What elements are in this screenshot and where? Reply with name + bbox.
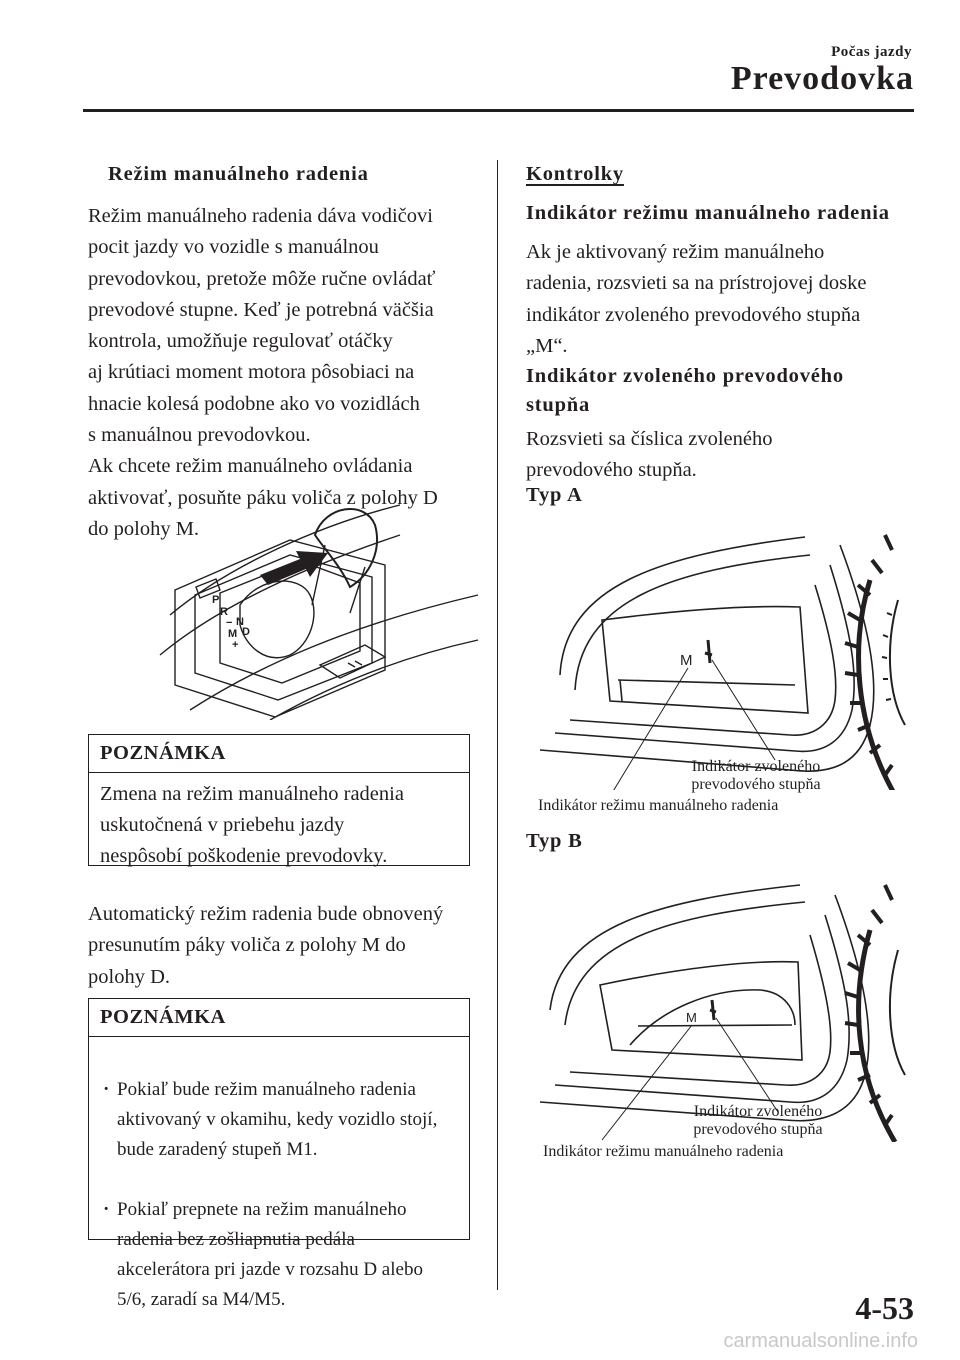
note-bullet: · Pokiaľ prepnete na režim manuálneho radenia bez zošliapnutia pedála akcelerátora pri jazde v rozsahu D alebo 5/6, zaradí sa M4/M5. [99, 1195, 459, 1315]
manual-indicator-subheading: Indikátor režimu manuálneho radenia [526, 202, 890, 224]
type-a-gear-label: Indikátor zvoleného prevodového stupňa [691, 758, 821, 793]
manual-mode-paragraph: Režim manuálneho radenia dáva vodičovi pocit jazdy vo vozidle s manuálnou prevodovkou, pretože môže ručne ovládať prevodové stupne. Keď je potrebná väčšia kontrola, umožňuje regulovať otáčky aj krútiaci moment motora pôsobiaci na hnacie kolesá podobne ako vo vozidlách s manuálnou prevodovkou. Ak chcete režim manuálneho ovládania aktivovať, posuňte páku voliča z polohy D do polohy M. [88, 205, 438, 540]
section-label: Počas jazdy [831, 44, 912, 60]
shifter-minus-label: − [226, 617, 233, 629]
type-b-label: Typ B [526, 830, 583, 852]
manual-indicator-paragraph: Ak je aktivovaný režim manuálneho radenia, rozsvieti sa na prístrojovej doske indikátor zvoleného prevodového stupňa „M“. [526, 241, 867, 357]
note-body [89, 1037, 469, 1355]
auto-mode-paragraph: Automatický režim radenia bude obnovený presunutím páky voliča z polohy M do polohy D. [88, 903, 444, 988]
type-a-label: Typ A [526, 484, 583, 506]
gear-indicator-paragraph: Rozsvieti sa číslica zvoleného prevodového stupňa. [526, 428, 773, 482]
shifter-plus-label: + [232, 639, 239, 651]
manual-mode-heading: Režim manuálneho radenia [108, 163, 369, 185]
watermark: carmanualsonline.info [723, 1330, 918, 1352]
note-box-2 [88, 998, 470, 1310]
page-number: 4-53 [855, 1290, 914, 1326]
type-a-mode-label: Indikátor režimu manuálneho radenia [538, 797, 779, 814]
note-bullet: · Pokiaľ bude režim manuálneho radenia aktivovaný v okamihu, kedy vozidlo stojí, bude zaradený stupeň M1. [99, 1075, 459, 1165]
shifter-d-label: D [242, 626, 250, 638]
manual-mode-m-indicator: M [686, 1010, 697, 1025]
manual-mode-m-indicator: M [680, 652, 693, 669]
note-title: POZNÁMKA [89, 999, 469, 1037]
shifter-r-label: R [220, 606, 228, 618]
note-box-1 [88, 734, 470, 866]
shifter-p-label: P [212, 594, 220, 606]
note-body: Zmena na režim manuálneho radenia uskutočnená v priebehu jazdy nespôsobí poškodenie prevodovky. [100, 783, 404, 867]
shifter-n-label: N [236, 616, 244, 628]
header-rule [83, 109, 914, 112]
page-title: Prevodovka [730, 60, 914, 97]
column-divider [497, 160, 498, 1290]
type-b-gear-label: Indikátor zvoleného prevodového stupňa [693, 1103, 823, 1138]
gear-indicator-subheading: Indikátor zvoleného prevodového stupňa [526, 365, 844, 416]
type-a-cluster-illustration [540, 525, 920, 790]
note-title: POZNÁMKA [89, 735, 469, 773]
type-b-mode-label: Indikátor režimu manuálneho radenia [543, 1143, 784, 1160]
shift-lever-illustration [150, 495, 480, 720]
shifter-m-label: M [228, 628, 238, 640]
indicators-heading: Kontrolky [526, 163, 624, 185]
